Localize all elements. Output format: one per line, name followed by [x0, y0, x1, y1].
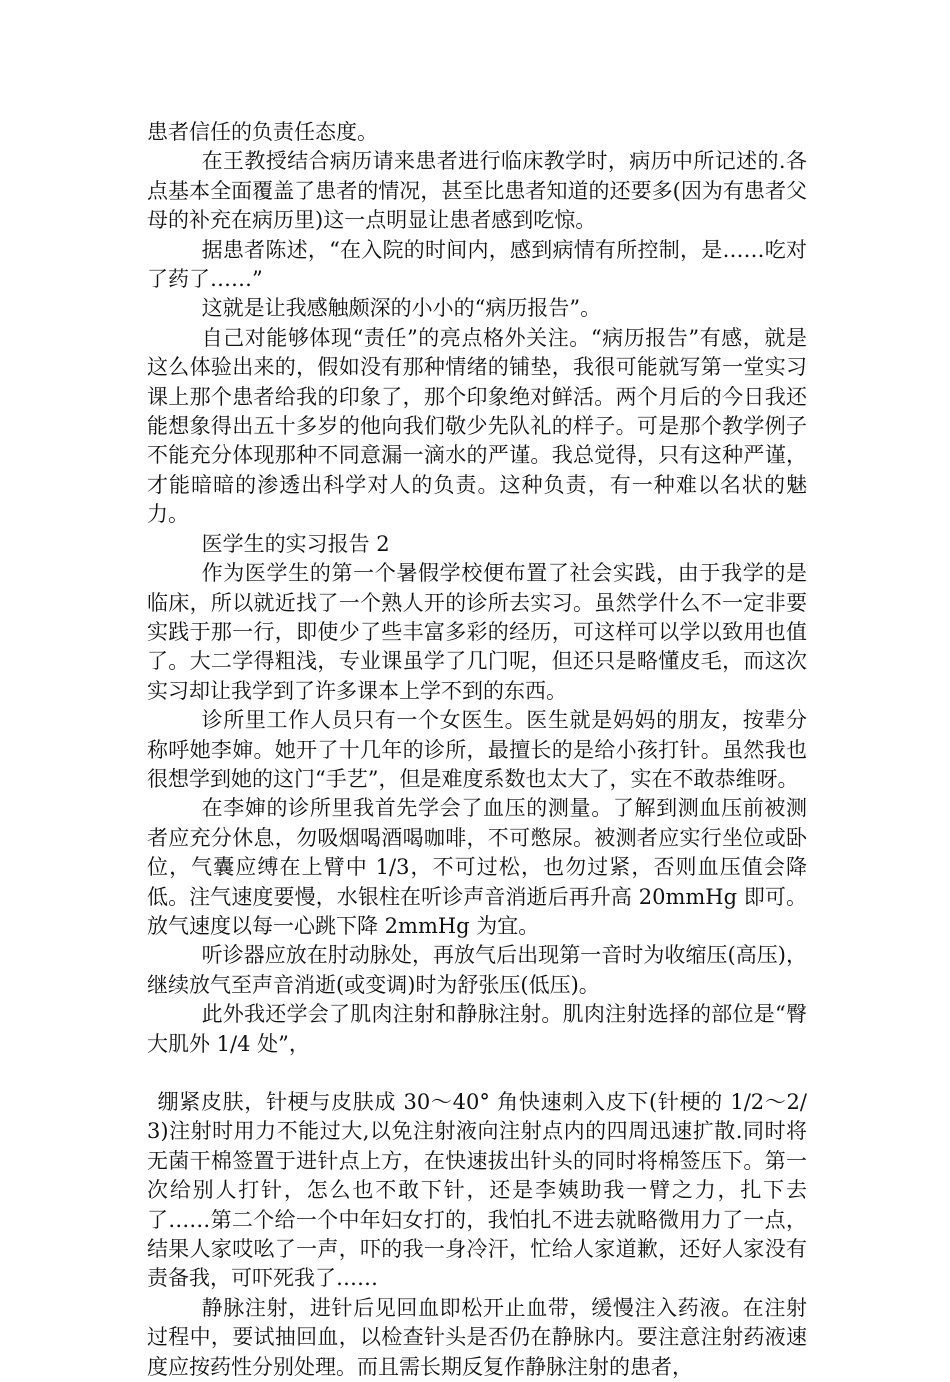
document-page	[147, 118, 807, 1382]
paragraph-7: 作为医学生的第一个暑假学校便布置了社会实践，由于我学的是临床，所以就近找了一个熟人开的诊所去实习。虽然学什么不一定非要实践于那一行，即使少了些丰富多彩的经历，可这样可以学以致用也值了。大二学得粗浅，专业课虽学了几门呢，但还只是略懂皮毛，而这次实习却让我学到了许多课本上学不到的东西。	[147, 561, 807, 703]
paragraph-3: 据患者陈述，“在入院的时间内，感到病情有所控制，是……吃对了药了……”	[147, 237, 807, 292]
paragraph-2: 在王教授结合病历请来患者进行临床教学时，病历中所记述的.各点基本全面覆盖了患者的情况，甚至比患者知道的还要多(因为有患者父母的补充在病历里)这一点明显让患者感到吃惊。	[147, 149, 807, 233]
paragraph-1: 患者信任的负责任态度。	[147, 120, 378, 144]
paragraph-gap	[147, 1059, 807, 1088]
paragraph-4: 这就是让我感触颇深的小小的“病历报告”。	[201, 296, 602, 321]
paragraph-8: 诊所里工作人员只有一个女医生。医生就是妈妈的朋友，按辈分称呼她李婶。她开了十几年的诊所，最擅长的是给小孩打针。虽然我也很想学到她的这门“手艺”，但是难度系数也太大了，实在不敢恭维呀。	[147, 708, 807, 791]
paragraph-10: 听诊器应放在肘动脉处，再放气后出现第一音时为收缩压(高压)，继续放气至声音消逝(或变调)时为舒张压(低压)。	[147, 943, 807, 997]
paragraph-13: 静脉注射，进针后见回血即松开止血带，缓慢注入药液。在注射过程中，要试抽回血，以检查针头是否仍在静脉内。要注意注射药液速度应按药性分别处理。而且需长期反复作静脉注射的患者，	[147, 1295, 807, 1379]
paragraph-11: 此外我还学会了肌肉注射和静脉注射。肌肉注射选择的部位是“臀大肌外 1/4 处”，	[147, 1002, 807, 1056]
paragraph-9: 在李婶的诊所里我首先学会了血压的测量。了解到测血压前被测者应充分休息，勿吸烟喝酒喝咖啡，不可憋尿。被测者应实行坐位或卧位，气囊应缚在上臂中 1/3，不可过松，也勿过紧，否则血压值会降低。注气速度要慢，水银柱在听诊声音消逝后再升高 20mmHg 即可。放气速度以每一心跳下降 2mmHg 为宜。	[147, 796, 807, 938]
paragraph-5: 自己对能够体现“责任”的亮点格外关注。“病历报告”有感，就是这么体验出来的，假如没有那种情绪的铺垫，我很可能就写第一堂实习课上那个患者给我的印象了，那个印象绝对鲜活。两个月后的今日我还能想象得出五十多岁的他向我们敬少先队礼的样子。可是那个教学例子不能充分体现那种不同意漏一滴水的严谨。我总觉得，只有这种严谨，才能暗暗的渗透出科学对人的负责。这种负责，有一种难以名状的魅力。	[147, 325, 807, 527]
paragraph-12: 绷紧皮肤，针梗与皮肤成 30～40° 角快速刺入皮下(针梗的 1/2～2/3)注射时用力不能过大,以免注射液向注射点内的四周迅速扩散.同时将无菌干棉签置于进针点上方，在快速拔出针头的同时将棉签压下。第一次给别人打针，怎么也不敢下针，还是李姨助我一臂之力，扎下去了……第二个给一个中年妇女打的，我怕扎不进去就略微用力了一点，结果人家哎吆了一声，吓的我一身冷汗，忙给人家道歉，还好人家没有责备我，可吓死我了……	[147, 1090, 807, 1291]
section-heading: 医学生的实习报告 2	[201, 531, 390, 556]
